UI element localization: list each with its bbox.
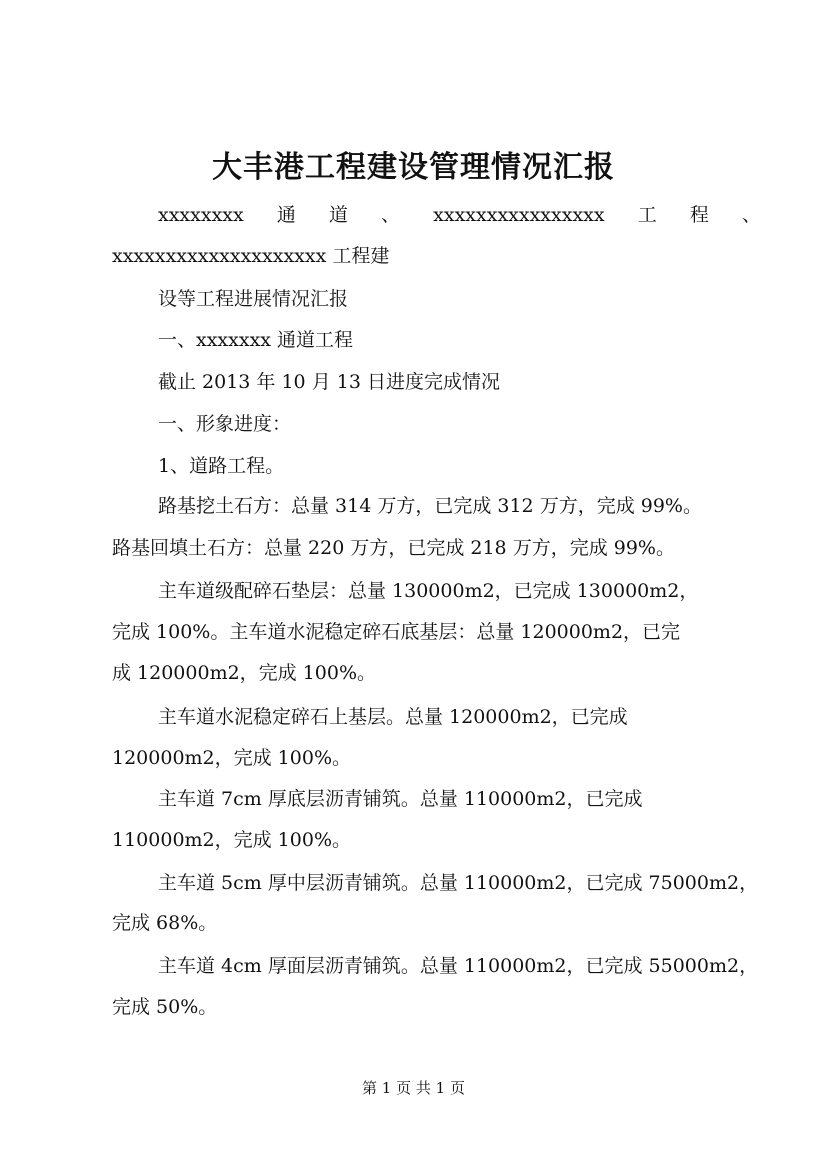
paragraph-line: 路基挖土石方：总量 314 万方，已完成 312 万方，完成 99%。 [158,495,702,517]
paragraph-line: 完成 50%。 [112,996,218,1018]
paragraph-line: 成 120000m2，完成 100%。 [112,662,377,684]
paragraph-line: 完成 68%。 [112,912,218,934]
section-heading: 一、xxxxxxx 通道工程 [158,329,354,351]
text-token: 程 [689,204,709,226]
paragraph-line: 主车道 4cm 厚面层沥青铺筑。总量 110000m2，已完成 55000m2， [158,955,759,977]
text-token: 、 [381,204,401,226]
paragraph-line: 主车道级配碎石垫层：总量 130000m2，已完成 130000m2， [158,580,699,602]
text-token: xxxxxxxxxxxxxxxx [433,204,605,226]
paragraph-line: xxxxxxxxxxxxxxxxxxxx 工程建 [112,245,390,267]
text-token: xxxxxxxx [158,204,244,226]
text-token: 、 [741,204,761,226]
page-footer: 第 1 页 共 1 页 [362,1079,465,1097]
paragraph-line: 110000m2，完成 100%。 [112,829,351,851]
section-heading: 一、形象进度： [158,413,292,435]
document-title: 大丰港工程建设管理情况汇报 [212,150,615,185]
paragraph-line: 设等工程进展情况汇报 [158,288,349,310]
section-heading: 1、道路工程。 [158,455,285,477]
paragraph-line: 路基回填土石方：总量 220 万方，已完成 218 万方，完成 99%。 [112,537,675,559]
paragraph-line: 截止 2013 年 10 月 13 日进度完成情况 [158,371,500,393]
paragraph-line: 120000m2，完成 100%。 [112,747,351,769]
paragraph-line: 完成 100%。主车道水泥稳定碎石底基层：总量 120000m2，已完 [112,621,681,643]
paragraph-line: 主车道水泥稳定碎石上基层。总量 120000m2，已完成 [158,706,628,728]
text-token: 道 [328,204,348,226]
paragraph-line: 主车道 7cm 厚底层沥青铺筑。总量 110000m2，已完成 [158,788,643,810]
text-token: 工 [637,204,657,226]
paragraph-line: 主车道 5cm 厚中层沥青铺筑。总量 110000m2，已完成 75000m2， [158,872,759,894]
intro-line [158,200,761,230]
text-token: 通 [276,204,296,226]
